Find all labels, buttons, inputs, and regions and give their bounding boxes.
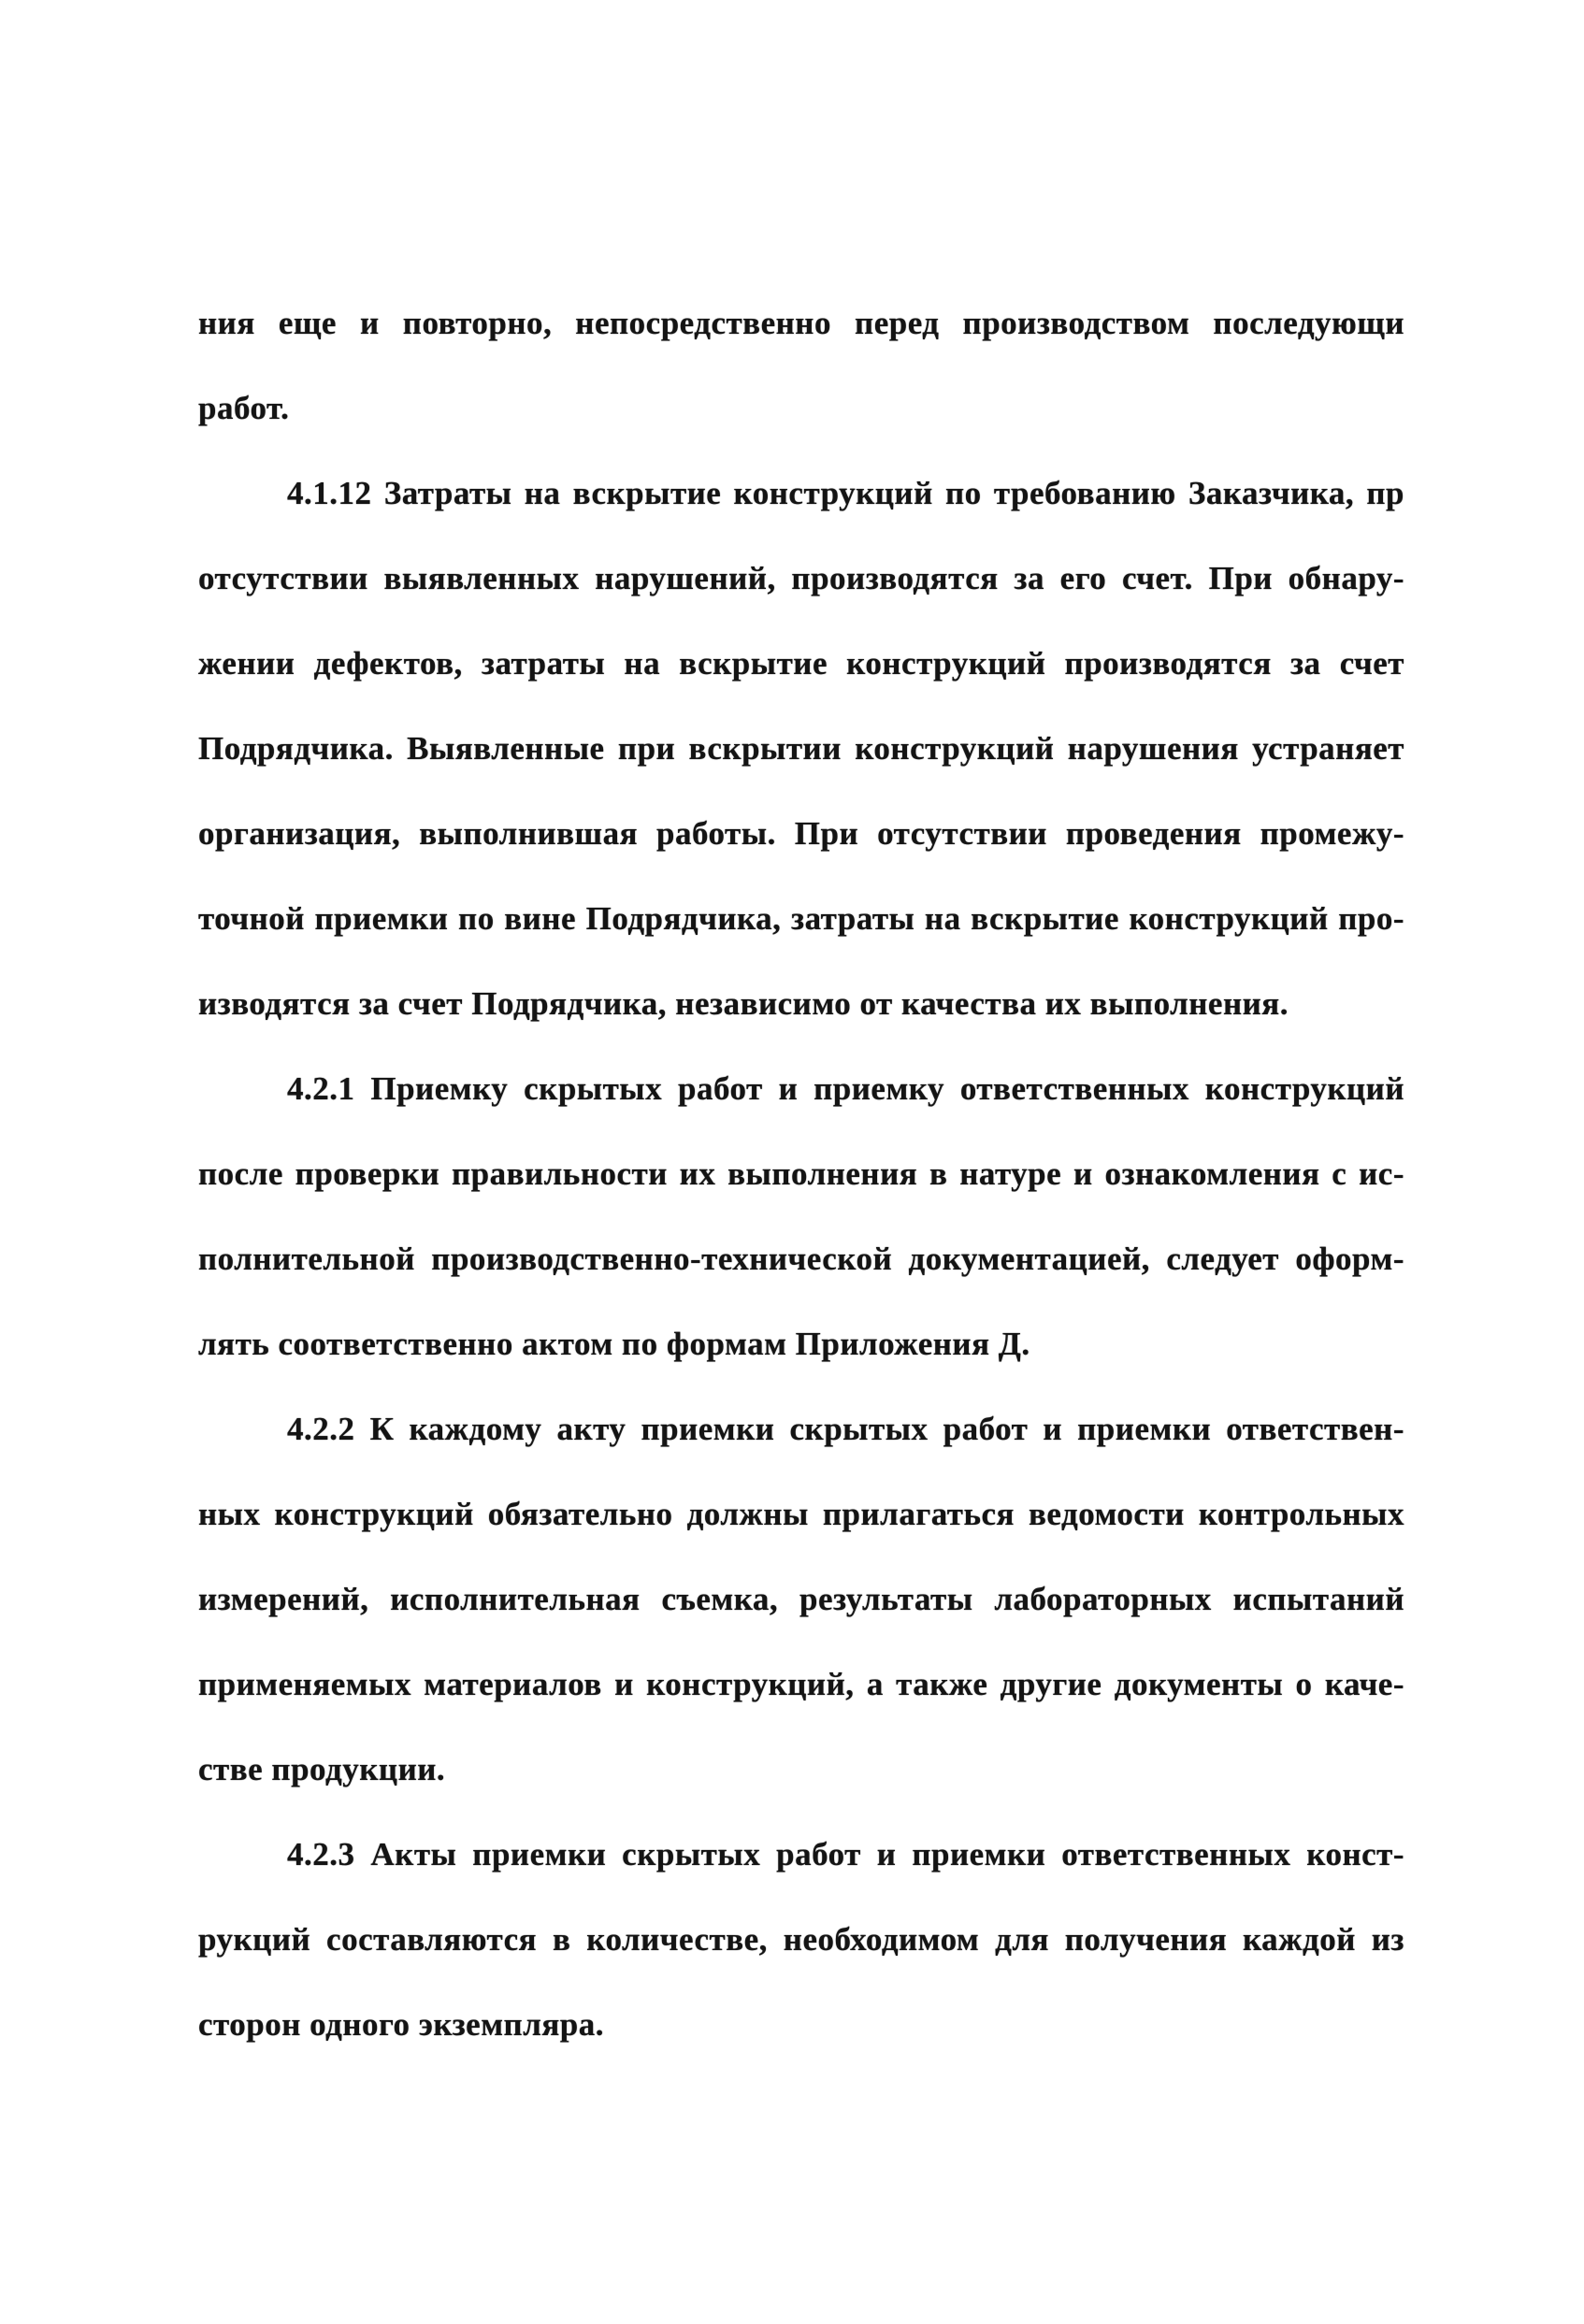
text-line: ния еще и повторно, непосредственно перед производством последующи bbox=[198, 305, 1404, 341]
text-line: работ. bbox=[198, 390, 290, 426]
text-line: 4.2.2 К каждому акту приемки скрытых работ и приемки ответствен- bbox=[287, 1411, 1404, 1447]
text-line: стве продукции. bbox=[198, 1751, 446, 1787]
text-line: изводятся за счет Подрядчика, независимо от качества их выполнения. bbox=[198, 985, 1289, 1022]
text-line: ных конструкций обязательно должны прилагаться ведомости контрольных bbox=[198, 1496, 1404, 1532]
text-line: 4.1.12 Затраты на вскрытие конструкций по требованию Заказчика, пр bbox=[287, 475, 1404, 511]
paragraph-4-1-12 bbox=[198, 451, 1404, 1046]
paragraph-4-2-2 bbox=[198, 1386, 1404, 1812]
text-line: отсутствии выявленных нарушений, производятся за его счет. При обнару- bbox=[198, 560, 1404, 596]
text-line: организация, выполнившая работы. При отсутствии проведения промежу- bbox=[198, 815, 1404, 852]
text-line: сторон одного экземпляра. bbox=[198, 2006, 605, 2043]
paragraph-continuation bbox=[198, 280, 1404, 451]
text-line: применяемых материалов и конструкций, а также другие документы о каче- bbox=[198, 1666, 1404, 1702]
paragraph-4-2-1 bbox=[198, 1046, 1404, 1386]
text-line: 4.2.3 Акты приемки скрытых работ и приемки ответственных конст- bbox=[287, 1836, 1404, 1872]
text-line: точной приемки по вине Подрядчика, затраты на вскрытие конструкций про- bbox=[198, 900, 1404, 937]
text-line: после проверки правильности их выполнения в натуре и ознакомления с ис- bbox=[198, 1155, 1404, 1192]
document-body bbox=[198, 280, 1404, 2067]
text-line: жении дефектов, затраты на вскрытие конструкций производятся за счет bbox=[198, 645, 1404, 681]
paragraph-4-2-3 bbox=[198, 1812, 1404, 2067]
text-line: измерений, исполнительная съемка, результаты лабораторных испытаний bbox=[198, 1581, 1404, 1617]
text-line: лять соответственно актом по формам Приложения Д. bbox=[198, 1326, 1030, 1362]
text-line: рукций составляются в количестве, необходимом для получения каждой из bbox=[198, 1921, 1404, 1958]
text-line: Подрядчика. Выявленные при вскрытии конструкций нарушения устраняет bbox=[198, 730, 1404, 767]
text-line: 4.2.1 Приемку скрытых работ и приемку ответственных конструкций bbox=[287, 1070, 1404, 1107]
text-line: полнительной производственно-технической документацией, следует оформ- bbox=[198, 1241, 1404, 1277]
